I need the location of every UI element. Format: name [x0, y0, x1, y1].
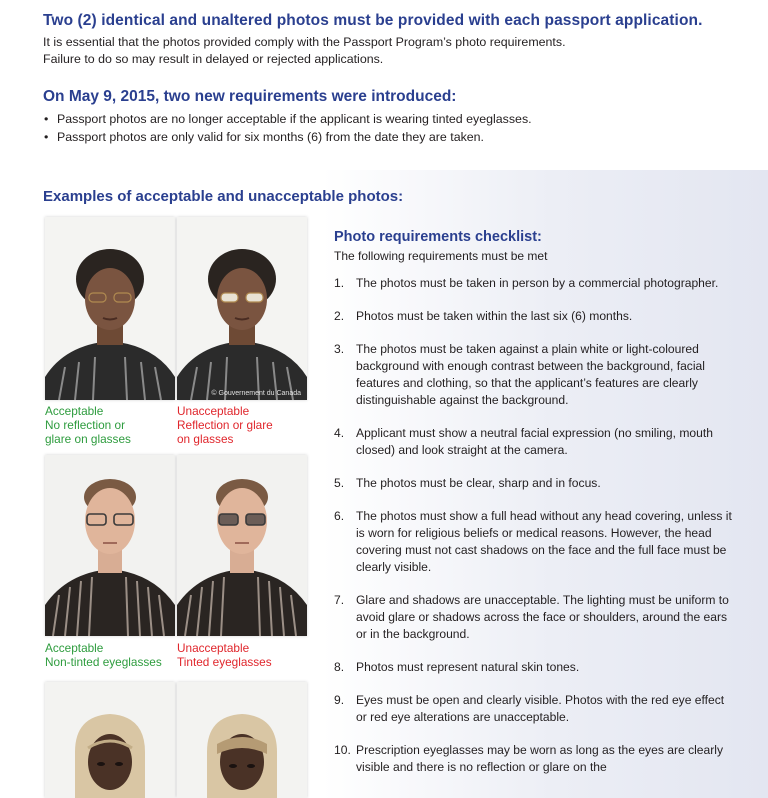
requirement-item	[334, 308, 734, 325]
requirement-text: Applicant must show a neutral facial expression (no smiling, mouth closed) and look straight at the camera.	[356, 426, 713, 457]
caption-unacceptable-glare	[177, 404, 273, 446]
requirement-item	[334, 659, 734, 676]
requirement-item	[334, 425, 734, 459]
portrait-man-tinted-glasses-image	[177, 455, 307, 636]
requirement-text: Glare and shadows are unacceptable. The lighting must be uniform to avoid glare or shadows across the face or shoulders, around the ears or in the background.	[356, 593, 729, 641]
requirement-text: Prescription eyeglasses may be worn as long as the eyes are clearly visible and there is no reflection or glare on the	[356, 743, 724, 774]
checklist-intro: The following requirements must be met	[334, 249, 548, 263]
new-requirements-list	[43, 110, 743, 146]
caption-status: Acceptable	[45, 641, 104, 655]
requirement-text: The photos must be clear, sharp and in focus.	[356, 476, 601, 490]
caption-status: Unacceptable	[177, 404, 250, 418]
portrait-man-clear-glasses-image	[45, 455, 175, 636]
new-requirement-item: • Passport photos are no longer acceptable if the applicant is wearing tinted eyeglasses.	[43, 110, 743, 128]
intro-line-2: Failure to do so may result in delayed or rejected applications.	[43, 52, 384, 66]
requirement-text: The photos must be taken against a plain white or light-coloured background with enough contrast between the background, facial features and clothing, so that the applicant’s features are clearly distinguishable against the background.	[356, 342, 705, 407]
photo-acceptable-non-tinted	[45, 455, 175, 636]
requirement-item	[334, 275, 734, 292]
requirement-number: 9.	[334, 693, 345, 707]
photo-acceptable-no-glare	[45, 217, 175, 400]
caption-line: Non-tinted eyeglasses	[45, 655, 162, 669]
requirement-text: Photos must be taken within the last six (6) months.	[356, 309, 633, 323]
portrait-woman-glare-image	[177, 217, 307, 400]
portrait-woman-glasses-image	[45, 217, 175, 400]
examples-title: Examples of acceptable and unacceptable photos:	[43, 188, 404, 205]
requirement-item	[334, 742, 734, 776]
caption-line: Tinted eyeglasses	[177, 655, 272, 669]
checklist-title: Photo requirements checklist:	[334, 229, 542, 245]
caption-line: No reflection or	[45, 418, 125, 432]
requirement-number: 3.	[334, 342, 345, 356]
requirement-text: Eyes must be open and clearly visible. Photos with the red eye effect or red eye alterations are unacceptable.	[356, 693, 725, 724]
requirement-number: 2.	[334, 309, 345, 323]
requirement-item	[334, 592, 734, 643]
photo-requirements-checklist	[334, 229, 734, 792]
photo-unacceptable-glare	[177, 217, 307, 400]
requirement-text: The photos must show a full head without any head covering, unless it is worn for religious beliefs or medical reasons. However, the head covering must not cast shadows on the face and the full face must be clearly visible.	[356, 509, 732, 574]
requirement-number: 4.	[334, 426, 345, 440]
requirement-item	[334, 341, 734, 409]
intro-line-1: It is essential that the photos provided comply with the Passport Program’s photo requirements.	[43, 35, 566, 49]
requirement-number: 8.	[334, 660, 345, 674]
requirement-text: Photos must represent natural skin tones.	[356, 660, 580, 674]
requirement-item	[334, 475, 734, 492]
requirement-number: 7.	[334, 593, 345, 607]
new-requirement-item: • Passport photos are only valid for six months (6) from the date they are taken.	[43, 128, 743, 146]
requirement-number: 6.	[334, 509, 345, 523]
requirement-number: 10.	[334, 743, 351, 757]
caption-unacceptable-tinted	[177, 641, 272, 669]
requirement-item	[334, 692, 734, 726]
intro-section	[43, 12, 743, 146]
caption-acceptable-no-glare	[45, 404, 131, 446]
photo-head-covering-1	[45, 682, 175, 798]
photo-unacceptable-tinted	[177, 455, 307, 636]
copyright-watermark: © Gouvernement du Canada	[211, 390, 301, 397]
caption-status: Unacceptable	[177, 641, 250, 655]
portrait-head-covering-image	[45, 682, 175, 798]
portrait-head-covering-shadow-image	[177, 682, 307, 798]
main-heading: Two (2) identical and unaltered photos must be provided with each passport application.	[43, 12, 703, 29]
caption-line: glare on glasses	[45, 432, 131, 446]
requirement-number: 1.	[334, 276, 345, 290]
new-requirements-heading: On May 9, 2015, two new requirements were introduced:	[43, 88, 457, 105]
requirement-item	[334, 508, 734, 576]
photo-head-covering-2	[177, 682, 307, 798]
caption-line: Reflection or glare	[177, 418, 273, 432]
requirement-number: 5.	[334, 476, 345, 490]
caption-acceptable-non-tinted	[45, 641, 162, 669]
requirements-list	[334, 275, 734, 776]
caption-status: Acceptable	[45, 404, 104, 418]
caption-line: on glasses	[177, 432, 234, 446]
requirement-text: The photos must be taken in person by a commercial photographer.	[356, 276, 719, 290]
